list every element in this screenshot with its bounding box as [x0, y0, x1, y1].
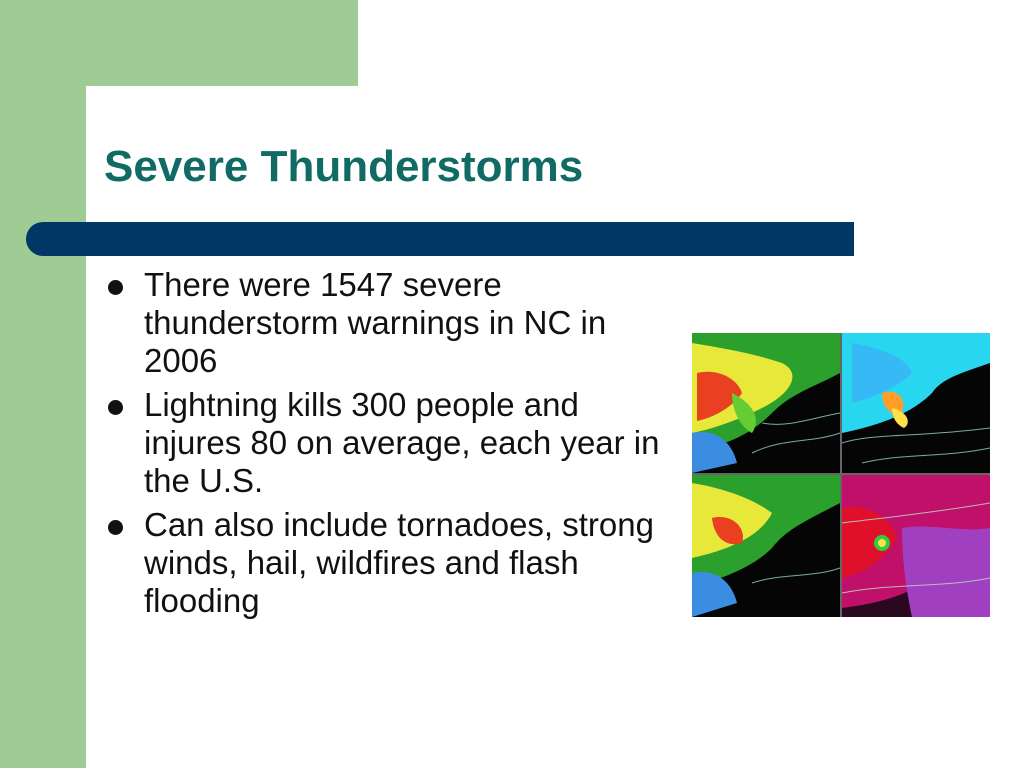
list-item — [104, 266, 664, 380]
radar-panel-reflectivity-1 — [692, 333, 840, 473]
bullet-text: Lightning kills 300 people and injures 80 on average, each year in the U.S. — [144, 386, 660, 499]
background-green-top — [86, 0, 358, 86]
bullet-text: There were 1547 severe thunderstorm warnings in NC in 2006 — [144, 266, 607, 379]
bullet-list — [104, 266, 664, 626]
radar-image — [692, 333, 990, 617]
radar-panel-velocity-1 — [842, 333, 990, 473]
radar-panel-reflectivity-2 — [692, 475, 840, 617]
bullet-dot-icon — [108, 520, 123, 535]
bullet-text: Can also include tornadoes, strong winds, hail, wildfires and flash flooding — [144, 506, 654, 619]
background-green-left — [0, 0, 86, 768]
bullet-dot-icon — [108, 280, 123, 295]
slide-title: Severe Thunderstorms — [104, 142, 584, 191]
title-underline-bar — [26, 222, 854, 256]
bullet-dot-icon — [108, 400, 123, 415]
radar-panel-velocity-2 — [842, 475, 990, 617]
list-item — [104, 386, 664, 500]
list-item — [104, 506, 664, 620]
